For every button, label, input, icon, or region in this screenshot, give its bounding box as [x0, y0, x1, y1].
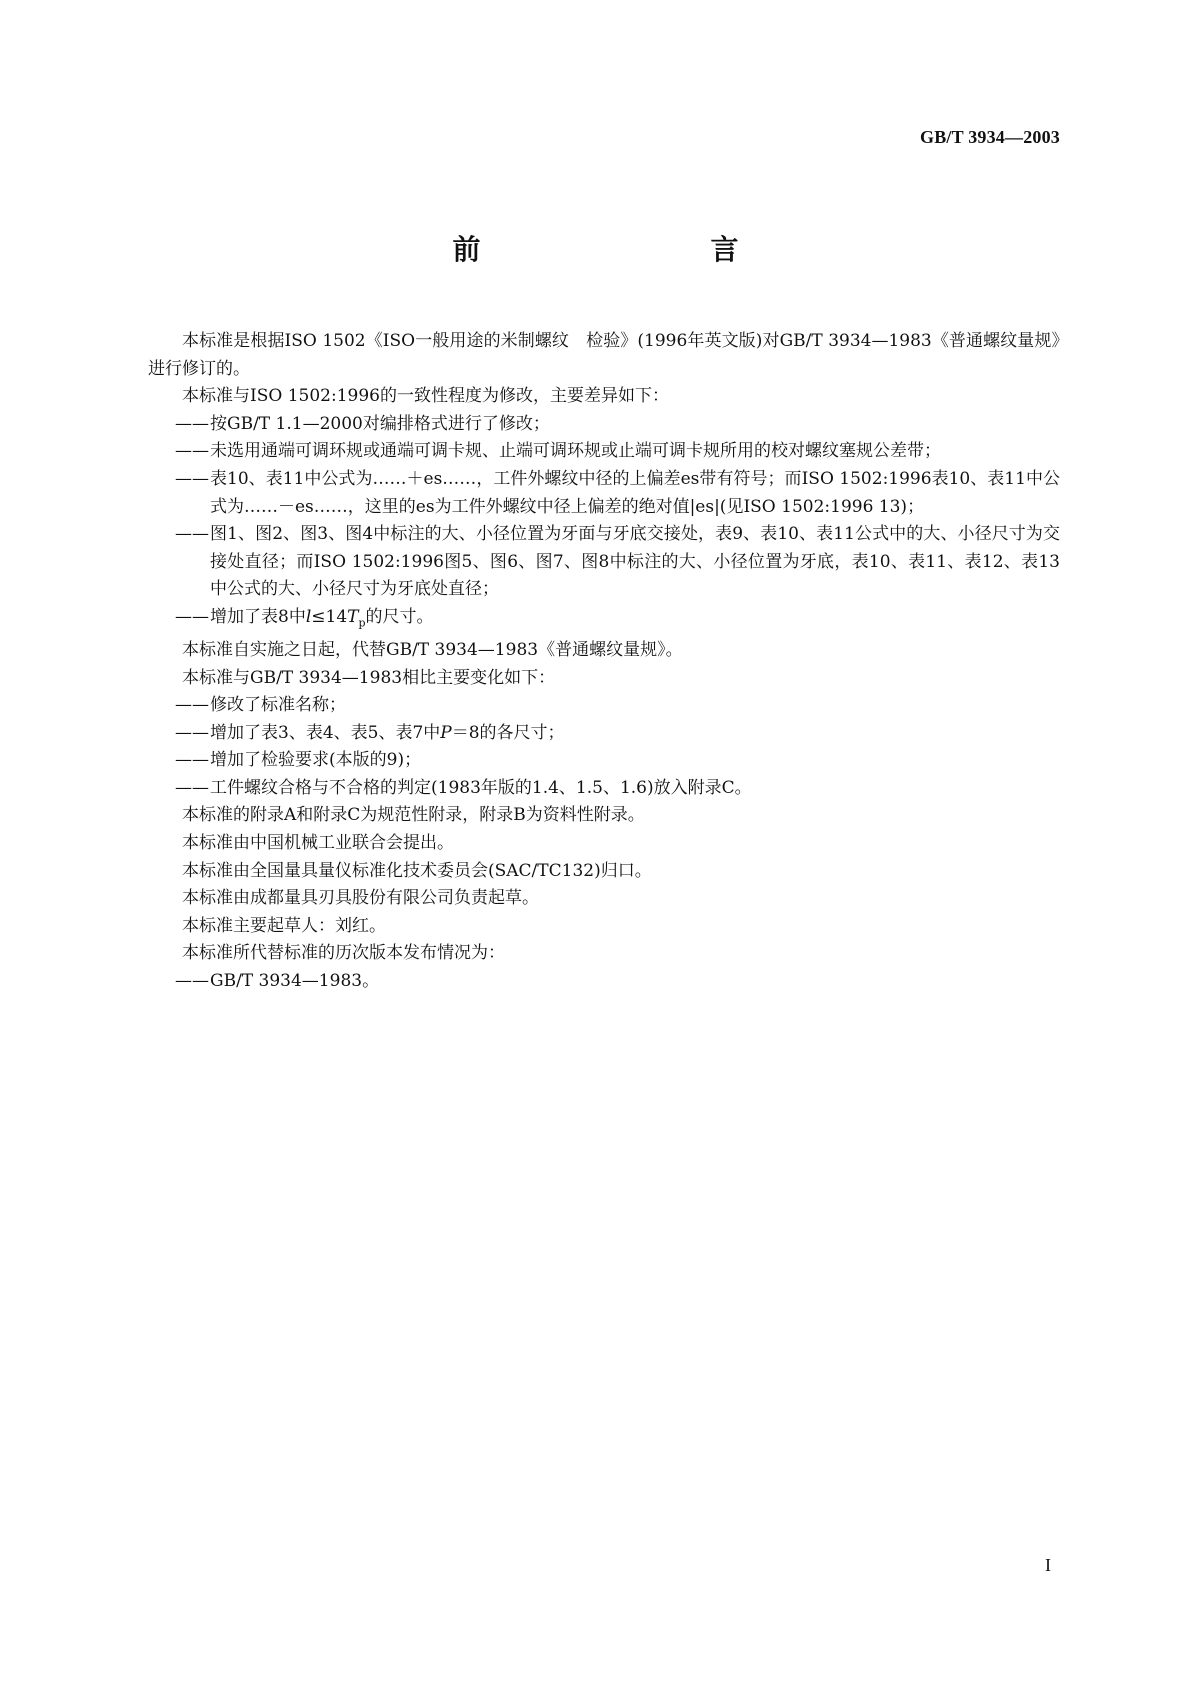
dash-mark: —— — [175, 413, 209, 434]
dash-mark: —— — [175, 524, 209, 545]
dash-mark: —— — [175, 695, 209, 716]
pitch-symbol: P — [440, 722, 452, 743]
paragraph-annex: 本标准的附录A和附录C为规范性附录，附录B为资料性附录。 — [182, 805, 645, 826]
pitch-tolerance-symbol: T — [347, 606, 359, 627]
paragraph-proposer: 本标准由中国机械工业联合会提出。 — [182, 833, 454, 854]
dash-mark: —— — [175, 606, 209, 627]
standard-code-header: GB/T 3934—2003 — [920, 127, 1060, 147]
page-number: I — [1045, 1555, 1051, 1575]
difference-text: 表10、表11中公式为……＋es……，工件外螺纹中径的上偏差es带有符号；而ISO 1502:1996表10、表11中公式为……－es……，这里的es为工件外螺纹中径上偏差的绝对值|es|(见ISO 1502:1996 13)； — [210, 468, 1060, 517]
relation-text: ≤14 — [311, 606, 348, 627]
difference-item — [148, 466, 1060, 521]
dash-mark: —— — [175, 750, 209, 771]
difference-item — [148, 438, 1060, 466]
length-symbol: l — [305, 606, 312, 627]
change-text-suffix: ＝8的各尺寸； — [451, 722, 565, 743]
difference-text-suffix: 的尺寸。 — [365, 606, 434, 627]
paragraph-consistency: 本标准与ISO 1502:1996的一致性程度为修改，主要差异如下： — [182, 386, 669, 407]
dash-mark: —— — [175, 441, 209, 462]
change-item — [148, 775, 1060, 803]
change-text: 工件螺纹合格与不合格的判定(1983年版的1.4、1.5、1.6)放入附录C。 — [210, 777, 752, 798]
change-text-prefix: 增加了表3、表4、表5、表7中 — [210, 722, 441, 743]
dash-mark: —— — [175, 777, 209, 798]
change-item — [148, 747, 1060, 775]
foreword-body — [148, 328, 1060, 996]
page-title: 前 言 — [452, 233, 797, 266]
paragraph-drafting-org: 本标准由成都量具刃具股份有限公司负责起草。 — [182, 888, 539, 909]
paragraph-basis: 本标准是根据ISO 1502《ISO一般用途的米制螺纹 检验》(1996年英文版)对GB/T 3934—1983《普通螺纹量规》进行修订的。 — [148, 331, 1060, 379]
paragraph-changes-intro: 本标准与GB/T 3934—1983相比主要变化如下： — [182, 667, 556, 688]
change-text: 增加了检验要求(本版的9)； — [210, 750, 422, 771]
history-text: GB/T 3934—1983。 — [210, 971, 380, 992]
difference-item — [148, 411, 1060, 439]
difference-text: 图1、图2、图3、图4中标注的大、小径位置为牙面与牙底交接处，表9、表10、表11公式中的大、小径尺寸为交接处直径；而ISO 1502:1996图5、图6、图7、图8中标注的大、小径位置为牙底，表10、表11、表12、表13中公式的大、小径尺寸为牙底处直径； — [210, 524, 1060, 600]
dash-mark: —— — [175, 971, 209, 992]
paragraph-drafter: 本标准主要起草人：刘红。 — [182, 915, 386, 936]
paragraph-replacement: 本标准自实施之日起，代替GB/T 3934—1983《普通螺纹量规》。 — [182, 639, 683, 660]
history-item — [148, 968, 1060, 996]
dash-mark: —— — [175, 722, 209, 743]
difference-text-prefix: 增加了表8中 — [210, 606, 306, 627]
change-item — [148, 692, 1060, 720]
difference-text: 未选用通端可调环规或通端可调卡规、止端可调环规或止端可调卡规所用的校对螺纹塞规公差带； — [210, 441, 941, 462]
dash-mark: —— — [175, 468, 209, 489]
change-item — [148, 720, 1060, 748]
difference-item — [148, 521, 1060, 604]
difference-text: 按GB/T 1.1—2000对编排格式进行了修改； — [210, 413, 550, 434]
change-text: 修改了标准名称； — [210, 695, 346, 716]
difference-item — [148, 604, 1060, 637]
paragraph-history-intro: 本标准所代替标准的历次版本发布情况为： — [182, 943, 505, 964]
paragraph-committee: 本标准由全国量具量仪标准化技术委员会(SAC/TC132)归口。 — [182, 860, 652, 881]
pitch-tolerance-subscript: p — [358, 616, 366, 630]
